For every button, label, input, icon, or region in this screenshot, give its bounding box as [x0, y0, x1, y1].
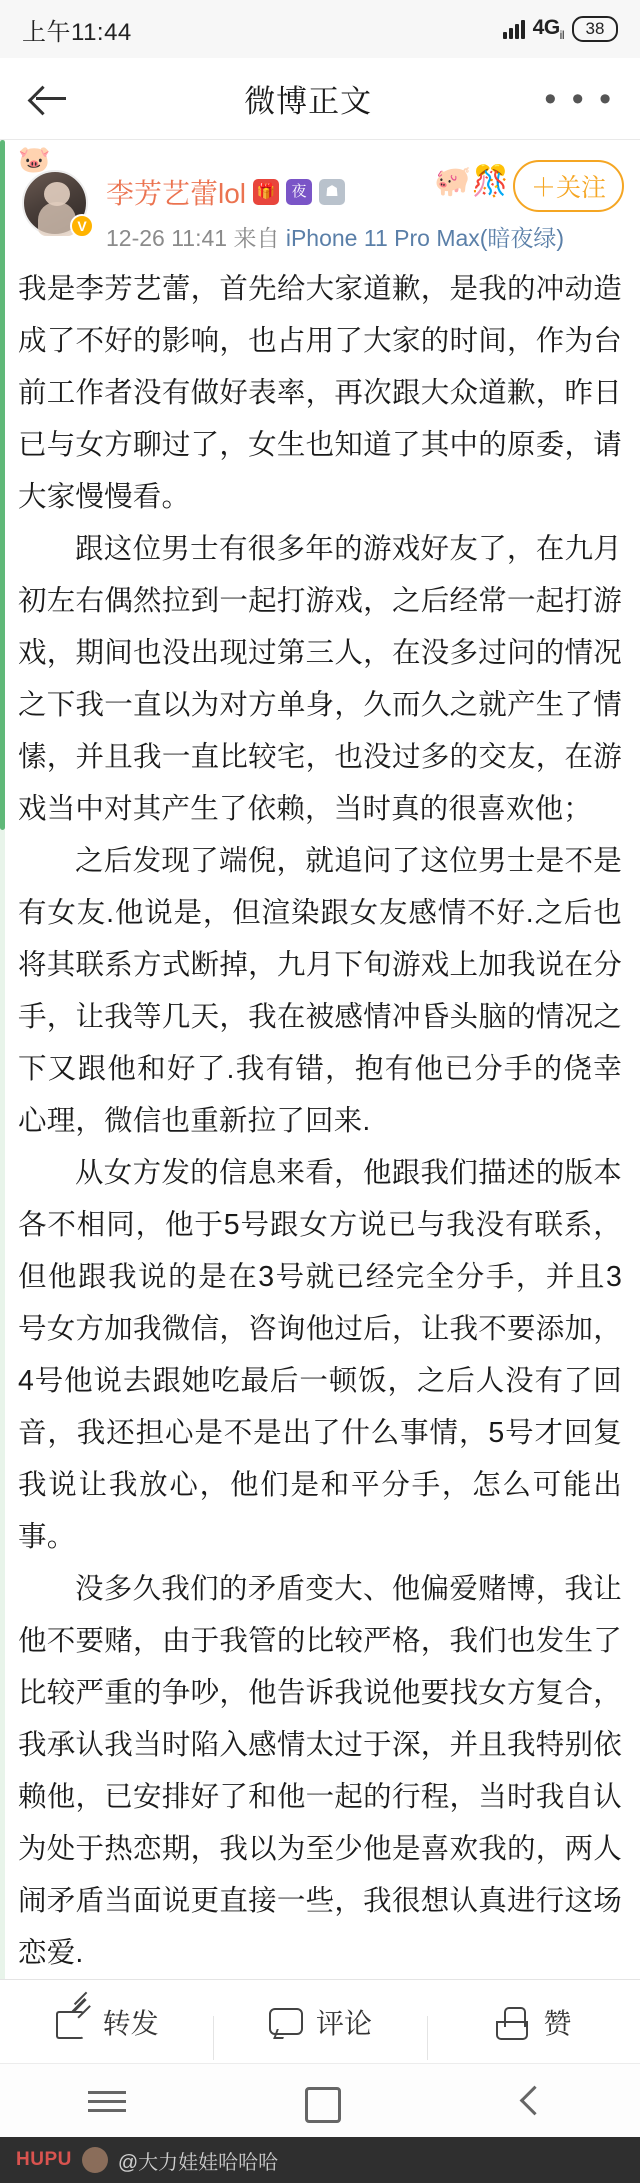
android-nav-bar [0, 2063, 640, 2137]
like-button[interactable] [427, 2002, 640, 2042]
comment-label: 评论 [315, 2007, 372, 2039]
post-content-area[interactable] [0, 140, 640, 1979]
battery-indicator: 38 [572, 16, 618, 42]
post-meta [106, 220, 620, 253]
status-indicators [503, 16, 618, 42]
scrollbar[interactable] [0, 140, 5, 1979]
post-paragraph: 跟这位男士有很多年的游戏好友了，在九月初左右偶然拉到一起打游戏，之后经常一起打游戏，期间也没出现过第三人，在没多过问的情况之下我一直以为对方单身，久而久之就产生了情愫，并且我一直比较宅，也没过多的交友，在游戏当中对其产生了依赖，当时真的很喜欢他； [18, 533, 622, 825]
gift-badge-icon[interactable]: 🎁 [253, 179, 279, 205]
new-year-pig-decoration: 🐖🎊 [434, 165, 509, 198]
medal-badge-icon[interactable]: ☗ [319, 179, 345, 205]
follow-area [434, 160, 624, 212]
status-time: 上午11:44 [22, 18, 132, 46]
comment-icon [268, 2005, 302, 2039]
comment-button[interactable] [213, 2002, 426, 2042]
pig-sticker-icon: 🐷 [18, 144, 51, 174]
follow-button[interactable]: ＋关注 [513, 160, 624, 212]
like-label: 赞 [543, 2007, 572, 2039]
avatar[interactable] [22, 170, 96, 236]
post-timestamp: 12-26 11:41 [106, 225, 228, 251]
status-bar [0, 0, 640, 58]
action-bar [0, 1979, 640, 2063]
watermark-avatar [82, 2147, 108, 2173]
watermark-username: @大力娃娃哈哈哈 [117, 2151, 279, 2174]
like-icon [495, 2005, 529, 2039]
post-paragraph: 没多久我们的矛盾变大、他偏爱赌博，我让他不要赌，由于我管的比较严格，我们也发生了比较严重的争吵，他告诉我说他要找女方复合，我承认我当时陷入感情太过于深，并且我特别依赖他，已安排好了和他一起的行程，当时我自认为处于热恋期，我以为至少他是喜欢我的，两人闹矛盾当面说更直接一些，我很想认真进行这场恋爱. [18, 1573, 622, 1969]
post-device[interactable]: iPhone 11 Pro Max(暗夜绿) [285, 225, 565, 251]
watermark-logo: HUPU [16, 2149, 72, 2170]
watermark-bar [0, 2137, 640, 2183]
post-paragraph: 从女方发的信息来看，他跟我们描述的版本各不相同，他于5号跟女方说已与我没有联系，但他跟我说的是在3号就已经完全分手，并且3号女方加我微信，咨询他过后，让我不要添加，4号他说去跟她吃最后一顿饭，之后人没有了回音，我还担心是不是出了什么事情，5号才回复我说让我放心，他们是和平分手，怎么可能出事。 [18, 1157, 622, 1553]
post-paragraph: 我是李芳艺蕾，首先给大家道歉，是我的冲动造成了不好的影响，也占用了大家的时间，作为台前工作者没有做好表率，再次跟大众道歉，昨日已与女方聊过了，女生也知道了其中的原委，请大家慢慢看。 [18, 273, 622, 513]
page-title: 微博正文 [244, 84, 373, 119]
home-icon[interactable] [275, 2079, 365, 2123]
repost-icon [55, 2005, 89, 2039]
repost-button[interactable] [0, 2002, 213, 2042]
signal-bars-icon [503, 19, 525, 39]
back-arrow-icon[interactable] [26, 76, 72, 122]
post-source-prefix: 来自 [233, 225, 286, 251]
post-text [0, 259, 640, 1979]
post-paragraph: 之后发现了端倪，就追问了这位男士是不是有女友.他说是，但渲染跟女友感情不好.之后也将其联系方式断掉，九月下旬游戏上加我说在分手，让我等几天，我在被感情冲昏头脑的情况之下又跟他和好了.我有错，抱有他已分手的侥幸心理，微信也重新拉了回来. [18, 845, 622, 1137]
author-name[interactable]: 李芳艺蕾lol [106, 178, 247, 209]
back-icon[interactable] [488, 2079, 578, 2123]
author-header [0, 140, 640, 259]
network-label: $4G_{il}$ [532, 15, 564, 43]
night-badge-icon[interactable]: 夜 [286, 179, 312, 205]
repost-label: 转发 [102, 2007, 159, 2039]
more-options-icon[interactable]: • • • [544, 79, 614, 118]
verified-badge-icon: V [70, 214, 94, 238]
menu-icon[interactable] [62, 2079, 152, 2123]
nav-bar [0, 58, 640, 140]
